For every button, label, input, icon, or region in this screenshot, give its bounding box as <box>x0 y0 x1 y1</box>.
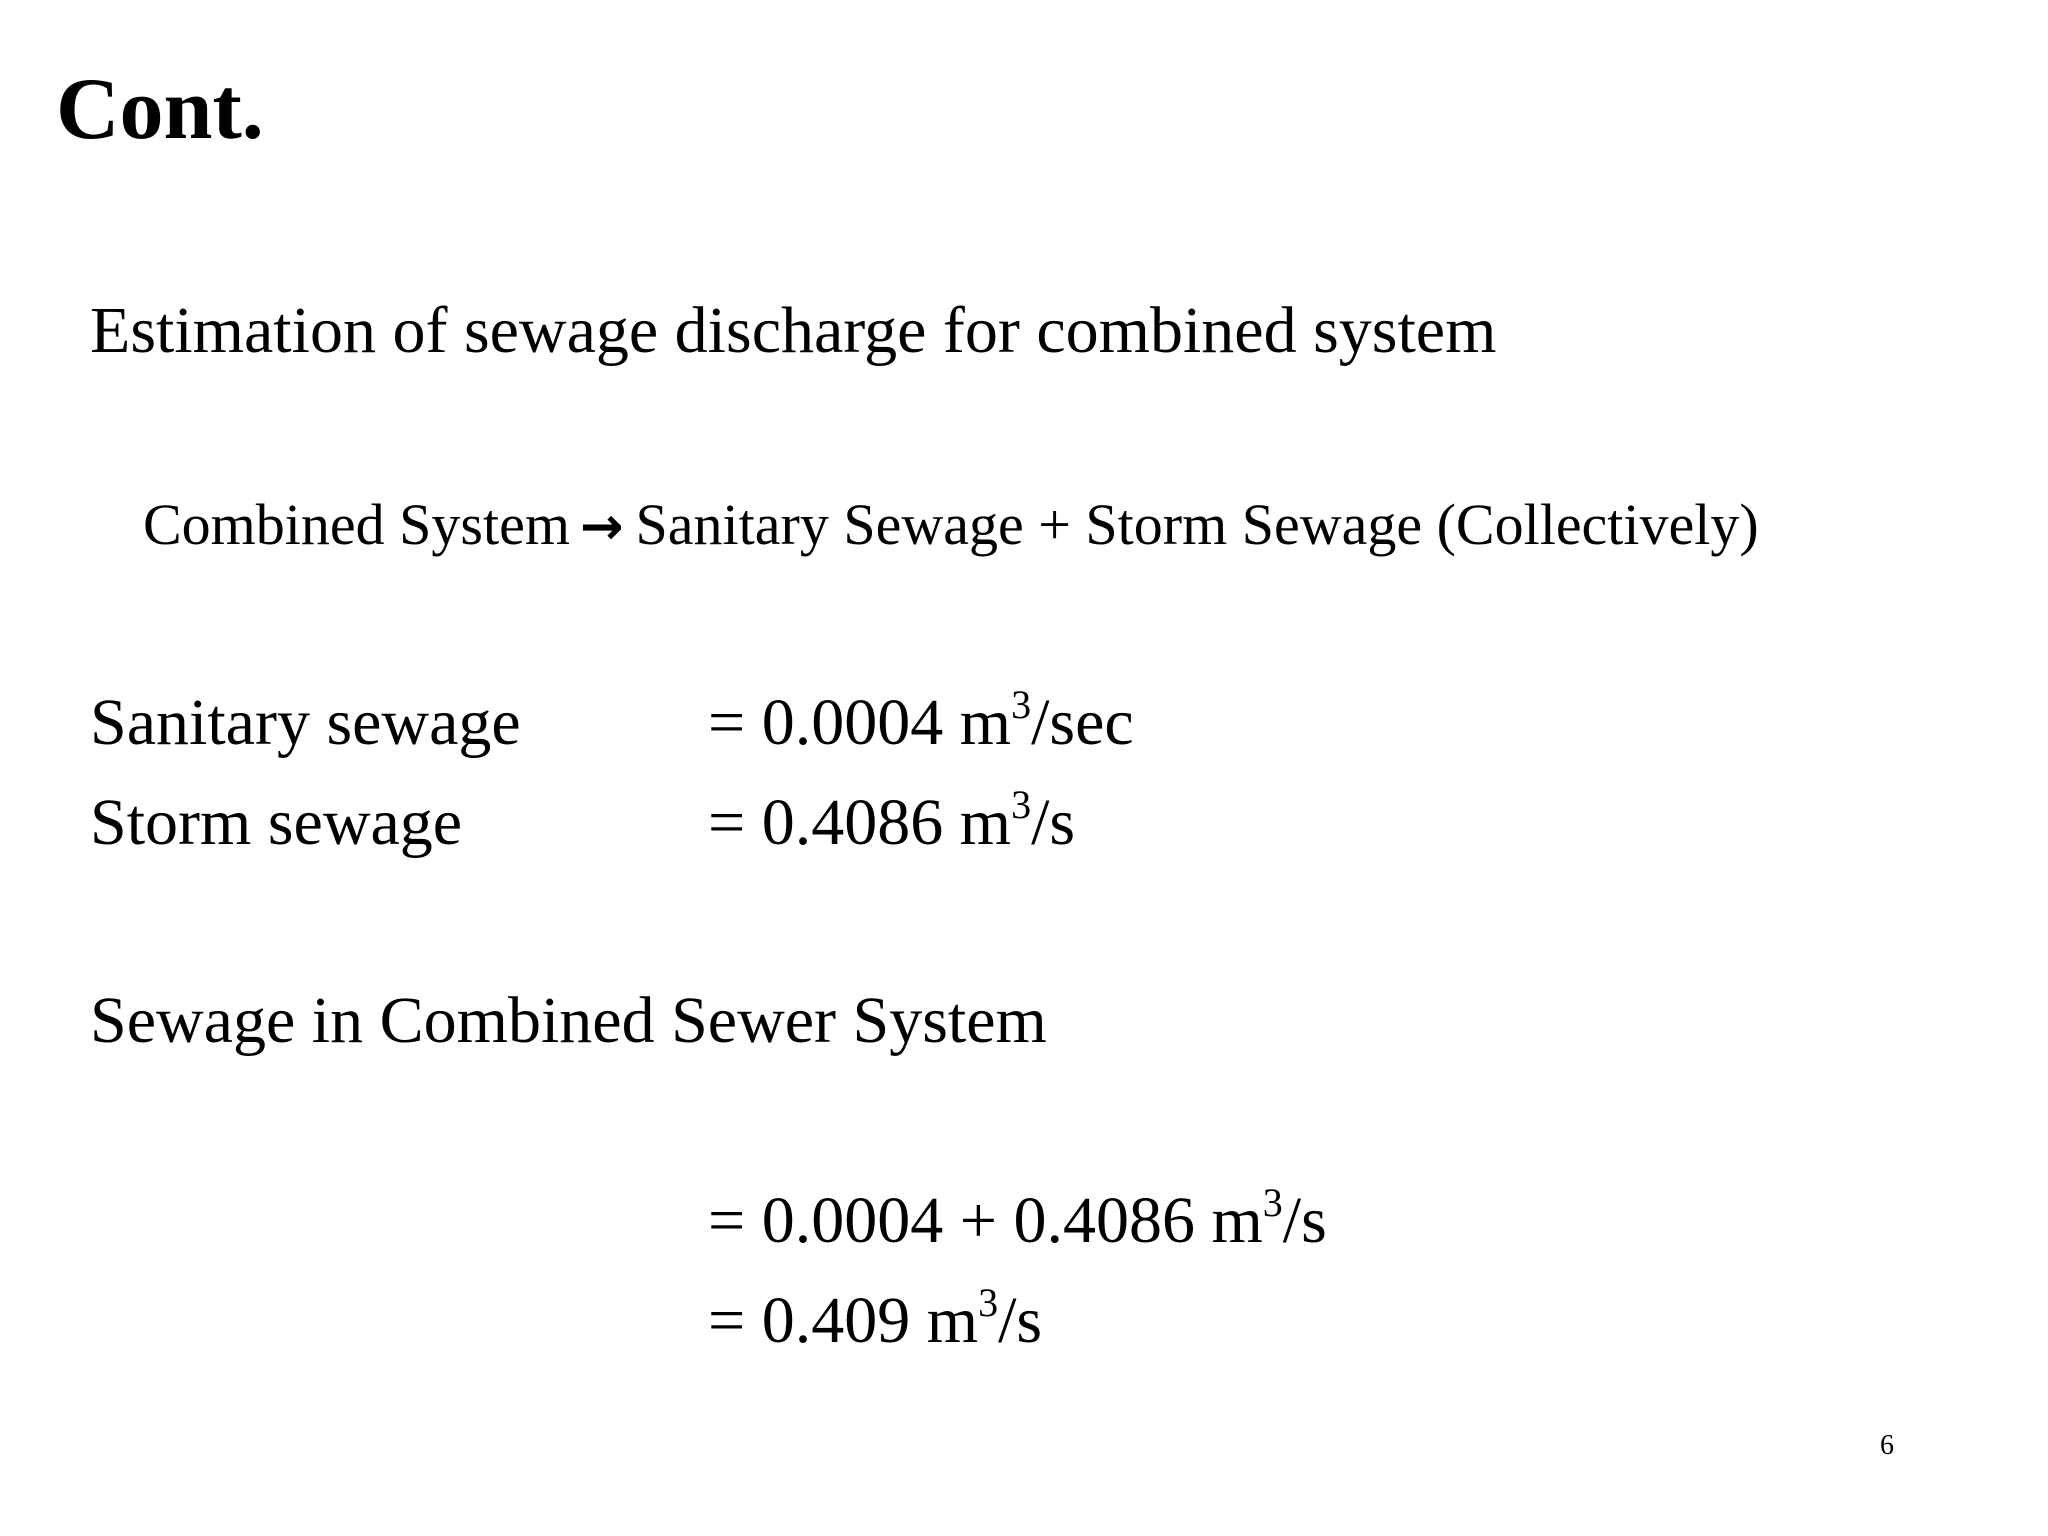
storm-sewage-label: Storm sewage <box>90 786 463 859</box>
slide-title: Cont. <box>56 61 264 158</box>
storm-sewage-value <box>708 782 1076 859</box>
calculation-sum <box>708 1180 1327 1257</box>
calculation-sum-expression: = 0.0004 + 0.4086 m <box>708 1184 1263 1257</box>
calculation-result <box>708 1280 1043 1357</box>
sanitary-value-unit: /sec <box>1031 686 1134 759</box>
combined-system-components: Sanitary Sewage + Storm Sewage (Collectively) <box>635 492 1759 557</box>
storm-value-exponent: 3 <box>1011 782 1032 827</box>
combined-system-label: Combined System <box>143 492 570 557</box>
calculation-result-exponent: 3 <box>978 1280 999 1325</box>
sanitary-value-number: = 0.0004 m <box>708 686 1012 759</box>
storm-value-number: = 0.4086 m <box>708 786 1012 859</box>
combined-sewer-heading: Sewage in Combined Sewer System <box>90 984 1047 1057</box>
page-number: 6 <box>1880 1430 1894 1461</box>
section-heading: Estimation of sewage discharge for combined system <box>90 294 1497 367</box>
calculation-sum-unit: /s <box>1282 1184 1327 1257</box>
calculation-result-unit: /s <box>998 1284 1043 1357</box>
calculation-sum-exponent: 3 <box>1262 1180 1283 1225</box>
sanitary-value-exponent: 3 <box>1011 682 1032 727</box>
sanitary-sewage-label: Sanitary sewage <box>90 686 521 759</box>
right-arrow-icon: → <box>579 497 624 557</box>
combined-system-definition <box>143 492 1759 557</box>
sanitary-sewage-value <box>708 682 1134 759</box>
calculation-result-value: = 0.409 m <box>708 1284 979 1357</box>
storm-value-unit: /s <box>1031 786 1076 859</box>
